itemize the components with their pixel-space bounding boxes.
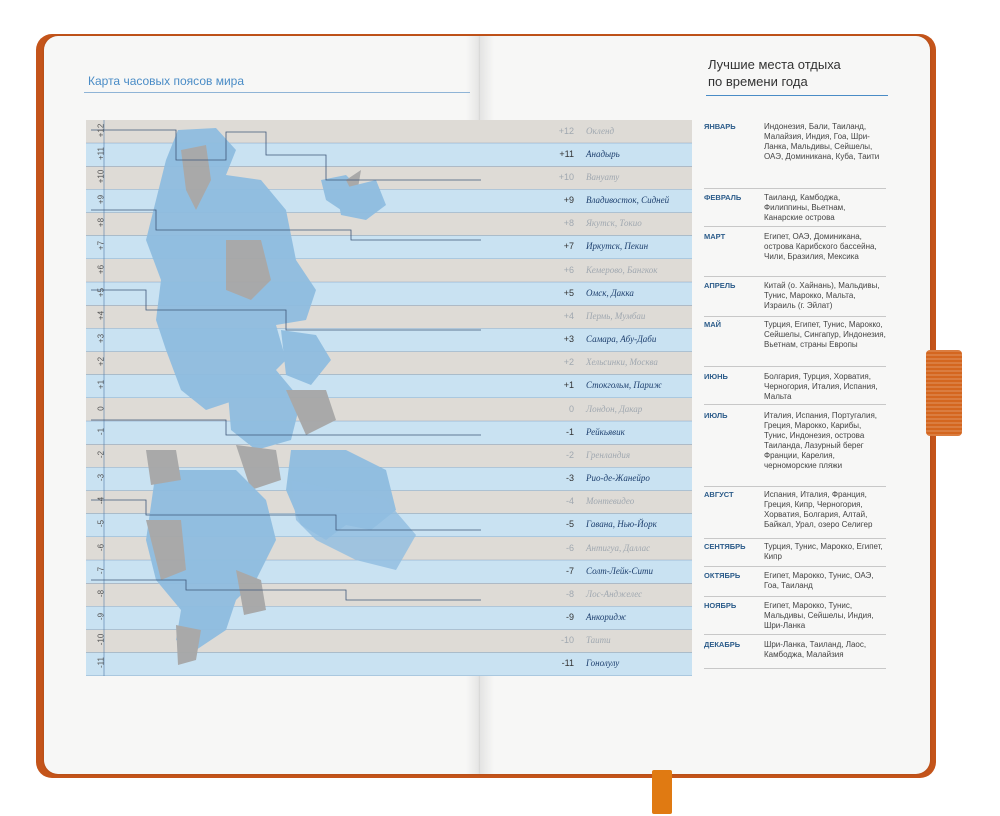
timezone-offset: -3 [565,473,574,484]
left-offset-label: +6 [96,264,106,274]
timezone-city: Иркутск, Пекин [586,241,649,252]
season-divider [704,276,886,277]
timezone-city: Рио-де-Жанейро [586,473,650,484]
title-rule [84,92,470,93]
timezone-city: Пермь, Мумбаи [586,310,646,321]
timezone-offset: -2 [565,449,574,460]
season-divider [704,596,886,597]
season-divider [704,486,886,487]
left-offset-label: -8 [96,589,106,597]
left-offset-label: +5 [96,287,106,297]
season-month: ФЕВРАЛЬ [704,193,742,202]
season-divider [704,316,886,317]
season-divider [704,668,886,669]
left-offset-label: -10 [96,633,106,646]
timezone-offset: -10 [560,635,574,646]
timezone-city: Вануату [586,171,620,182]
timezone-offset: +7 [563,241,574,252]
timezone-offset: +11 [559,148,574,159]
timezone-city: Анадырь [586,148,620,159]
season-divider [704,566,886,567]
vacation-title [708,56,908,90]
timezone-offset: +2 [563,357,574,368]
season-places: Шри-Ланка, Таиланд, Лаос, Камбоджа, Малайзия [764,640,867,659]
season-places: Китай (о. Хайнань), Мальдивы, Тунис, Марокко, Мальта, Израиль (г. Эйлат) [764,281,880,310]
timezone-city: Лос-Анджелес [586,588,643,599]
season-month: ДЕКАБРЬ [704,640,741,649]
season-places: Турция, Тунис, Марокко, Египет, Кипр [764,542,883,561]
left-offset-label: +9 [96,195,106,205]
season-month: АВГУСТ [704,490,734,499]
season-divider [704,538,886,539]
timezone-city: Рейкьявик [586,426,625,437]
season-month: СЕНТЯБРЬ [704,542,746,551]
timezone-offset: +3 [563,334,574,345]
left-offset-label: -5 [96,520,106,528]
left-offset-label: -1 [96,427,106,435]
timezone-city: Самара, Абу-Даби [586,334,657,345]
season-month: МАРТ [704,232,726,241]
left-offset-label: +4 [96,310,106,320]
season-month: ОКТЯБРЬ [704,571,741,580]
timezone-city: Таити [586,635,611,646]
season-places: Египет, Марокко, Тунис, Мальдивы, Сейшелы, Индия, Шри-Ланка [764,601,874,630]
left-offset-label: +7 [96,241,106,251]
season-places: Египет, ОАЭ, Доминикана, острова Карибского бассейна, Чили, Бразилия, Мексика [764,232,877,261]
elastic-band [926,350,962,436]
timezone-offset: -5 [565,519,574,530]
timezone-offset: +4 [563,310,574,321]
season-divider [704,366,886,367]
season-month: ИЮНЬ [704,372,728,381]
vacation-title-line-1: Лучшие места отдыха [708,57,841,72]
land-greenland [146,450,181,485]
season-month: МАЙ [704,320,722,329]
timezone-city: Окленд [586,125,615,136]
left-offset-label: +8 [96,218,106,228]
timezone-city: Владивосток, Сидней [586,195,670,206]
timezone-offset: -6 [565,542,574,553]
season-month: ЯНВАРЬ [704,122,736,131]
timezone-offset: +9 [563,195,574,206]
left-offset-label: -3 [96,474,106,482]
season-places: Индонезия, Бали, Таиланд, Малайзия, Индия, Гоа, Шри-Ланка, Мальдивы, Сейшелы, ОАЭ, Доминикана, Куба, Таити [764,122,880,161]
timezone-offset: +5 [563,287,574,298]
vacation-title-line-2: по времени года [708,74,808,89]
season-month: ИЮЛЬ [704,411,728,420]
season-divider [704,188,886,189]
left-offset-label: 0 [96,405,106,411]
season-divider [704,634,886,635]
timezone-city: Солт-Лейк-Сити [586,565,654,576]
season-places: Египет, Марокко, Тунис, ОАЭ, Гоа, Таиланд [764,571,874,590]
timezone-city: Якутск, Токио [586,218,642,229]
timezone-offset: +6 [563,264,574,275]
left-offset-label: +1 [96,380,106,390]
timezone-city: Анкоридж [586,612,627,623]
season-month: НОЯБРЬ [704,601,737,610]
ribbon-bookmark [652,770,672,814]
season-places: Таиланд, Камбоджа, Филиппины, Вьетнам, Канарские острова [764,193,846,222]
left-offset-label: +2 [96,357,106,367]
timezone-offset: 0 [568,403,574,414]
left-offset-label: -2 [96,450,106,458]
timezone-city: Лондон, Дакар [586,403,643,414]
timezone-city: Гонолулу [586,658,620,669]
left-offset-label: -9 [96,613,106,621]
left-offset-label: -6 [96,543,106,551]
timezone-city: Кемерово, Бангкок [586,264,658,275]
timezone-offset: -4 [565,496,574,507]
timezone-offset: -11 [561,658,574,669]
left-offset-label: +11 [96,146,106,160]
left-offset-label: -4 [96,497,106,505]
timezone-offset: -1 [565,426,574,437]
map-title: Карта часовых поясов мира [88,74,244,88]
vacation-rule [706,95,888,96]
timezone-city: Монтевидео [586,496,635,507]
left-offset-label: +12 [96,123,106,137]
timezone-city: Антигуа, Даллас [586,542,651,553]
left-offset-label: -11 [96,657,106,669]
timezone-city: Стокгольм, Париж [586,380,662,391]
season-places: Болгария, Турция, Хорватия, Черногория, Италия, Испания, Мальта [764,372,878,401]
timezone-offset: -9 [565,612,574,623]
season-places: Турция, Египет, Тунис, Марокко, Сейшелы, Сингапур, Индонезия, Вьетнам, страны Европы [764,320,886,349]
timezone-offset: +1 [563,380,574,391]
timezone-city: Хельсинки, Москва [586,357,658,368]
timezone-offset: +12 [558,125,574,136]
season-divider [704,226,886,227]
timezone-city: Гавана, Нью-Йорк [586,519,657,530]
season-month: АПРЕЛЬ [704,281,736,290]
timezone-offset: +8 [563,218,574,229]
timezone-city: Омск, Дакка [586,287,634,298]
season-places: Италия, Испания, Португалия, Греция, Марокко, Карибы, Тунис, Индонезия, острова Таиланда, Лазурный берег Франции, Карелия, черноморские пляжи [764,411,877,470]
timezone-city: Гренландия [586,449,631,460]
left-offset-label: +3 [96,334,106,344]
season-places: Испания, Италия, Франция, Греция, Кипр, Черногория, Хорватия, Болгария, Алтай, Байкал, Урал, озеро Селигер [764,490,873,529]
left-offset-label: -7 [96,566,106,574]
left-offset-label: +10 [96,169,106,184]
timezone-offset: -7 [565,565,574,576]
timezone-offset: -8 [565,588,574,599]
season-divider [704,404,886,405]
timezone-offset: +10 [558,171,574,182]
